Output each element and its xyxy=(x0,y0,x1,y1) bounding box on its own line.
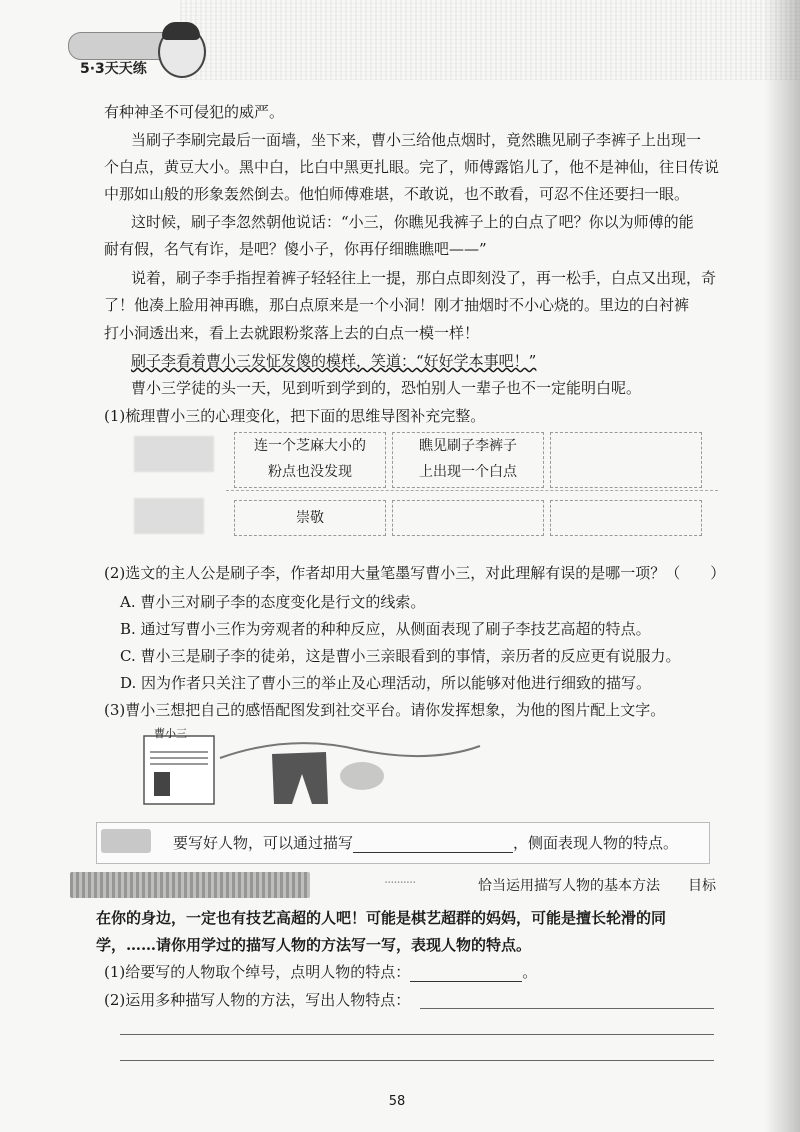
task-line: 学，……请你用学过的描写人物的方法写一写，表现人物的特点。 xyxy=(96,936,532,954)
scan-edge-shadow xyxy=(764,0,800,1132)
passage-line: 个白点，黄豆大小。黑中白，比白中黑更扎眼。完了，师傅露馅儿了，他不是神仙，往日传说 xyxy=(104,158,720,176)
tip-blank[interactable] xyxy=(353,834,513,853)
option-d: D. 因为作者只关注了曹小三的举止及心理活动，所以能够对他进行细致的描写。 xyxy=(120,674,652,692)
passage-line: 打小洞透出来，看上去就跟粉浆落上去的白点一模一样！ xyxy=(104,324,480,342)
passage-line: 中那如山般的形象轰然倒去。他怕师傅难堪，不敢说，也不敢看，可忍不住还要扫一眼。 xyxy=(104,185,690,203)
cartoon-boy-icon xyxy=(158,26,206,78)
figure-caption-name: 曹小三 xyxy=(154,727,187,740)
option-a: A. 曹小三对刷子李的态度变化是行文的线索。 xyxy=(120,593,426,611)
page-number: 58 xyxy=(388,1094,406,1109)
passage-line: 说着，刷子李手指捏着裤子轻轻往上一提，那白点即刻没了，再一松手，白点又出现，奇 xyxy=(131,269,717,287)
option-c: C. 曹小三是刷子李的徒弟，这是曹小三亲眼看到的事情，亲历者的反应更有说服力。 xyxy=(120,647,681,665)
tip-label-blurred xyxy=(101,829,151,853)
passage-line: 曹小三学徒的头一天，见到听到学到的，恐怕别人一辈子也不一定能明白呢。 xyxy=(131,379,642,397)
book-logo xyxy=(58,26,208,86)
mind-map-box xyxy=(392,432,544,488)
mind-map-blurred-label xyxy=(134,498,204,534)
task-line: 在你的身边，一定也有技艺高超的人吧！可能是棋艺超群的妈妈，可能是擅长轮滑的同 xyxy=(96,909,667,927)
passage-line: 当刷子李刷完最后一面墙，坐下来，曹小三给他点烟时，竟然瞧见刷子李裤子上出现一 xyxy=(131,131,702,149)
option-b: B. 通过写曹小三作为旁观者的种种反应，从侧面表现了刷子李技艺高超的特点。 xyxy=(120,620,651,638)
brand-text: 5·3天天练 xyxy=(80,61,147,77)
mind-map-box-text: 瞧见刷子李裤子 xyxy=(419,438,517,454)
dotted-leader: ·········· xyxy=(384,876,416,891)
question-1-prompt: (1)梳理曹小三的心理变化，把下面的思维导图补充完整。 xyxy=(104,407,486,425)
mind-map-box xyxy=(234,432,386,488)
social-post-figure xyxy=(140,728,530,808)
goal-label: 目标 xyxy=(688,878,716,894)
mind-map-empty-box[interactable] xyxy=(550,500,702,536)
mind-map-box-text: 上出现一个白点 xyxy=(419,464,517,480)
goal-text: 恰当运用描写人物的基本方法 xyxy=(478,878,660,894)
passage-line-underlined: 刷子李看着曹小三发怔发傻的模样，笑道：“好好学本事吧！” xyxy=(131,352,537,370)
mind-map-box-text: 粉点也没发现 xyxy=(268,464,352,480)
tip-text-before: 要写好人物，可以通过描写 xyxy=(173,834,354,852)
sub-question-1 xyxy=(104,962,537,982)
section-title-bar xyxy=(70,872,310,898)
mind-map xyxy=(128,428,718,540)
scan-noise xyxy=(180,0,800,80)
passage-line: 这时候，刷子李忽然朝他说话：“小三，你瞧见我裤子上的白点了吧？你以为师傅的能 xyxy=(131,213,694,231)
mind-map-answer-box xyxy=(234,500,386,536)
mind-map-empty-box[interactable] xyxy=(392,500,544,536)
post-illustration xyxy=(140,728,530,808)
tip-box xyxy=(96,822,710,864)
question-2-prompt: (2)选文的主人公是刷子李，作者却用大量笔墨写曹小三，对此理解有误的是哪一项？（ ） xyxy=(104,564,726,582)
mind-map-blurred-label xyxy=(134,436,214,472)
mind-map-box-text: 连一个芝麻大小的 xyxy=(254,438,366,454)
mind-map-divider xyxy=(226,490,718,491)
tip-text-after: ，侧面表现人物的特点。 xyxy=(513,834,679,852)
nickname-blank[interactable] xyxy=(410,963,522,982)
passage-line: 了！他凑上脸用神再瞧，那白点原来是一个小洞！刚才抽烟时不小心烧的。里边的白衬裤 xyxy=(104,296,690,314)
mind-map-answer-text: 崇敬 xyxy=(296,510,324,526)
passage-line: 耐有假，名气有诈，是吧？傻小子，你再仔细瞧瞧吧——” xyxy=(104,240,487,258)
sub-question-1-end: 。 xyxy=(522,963,538,981)
writing-line[interactable] xyxy=(120,1034,714,1035)
passage-line: 有种神圣不可侵犯的威严。 xyxy=(104,103,285,121)
mind-map-empty-box[interactable] xyxy=(550,432,702,488)
sub-question-1-text: (1)给要写的人物取个绰号，点明人物的特点： xyxy=(104,963,411,981)
writing-line[interactable] xyxy=(420,1008,714,1009)
tip-text xyxy=(173,833,678,853)
question-3-prompt: (3)曹小三想把自己的感悟配图发到社交平台。请你发挥想象，为他的图片配上文字。 xyxy=(104,701,666,719)
writing-line[interactable] xyxy=(120,1060,714,1061)
sub-question-2: (2)运用多种描写人物的方法，写出人物特点： xyxy=(104,991,411,1009)
